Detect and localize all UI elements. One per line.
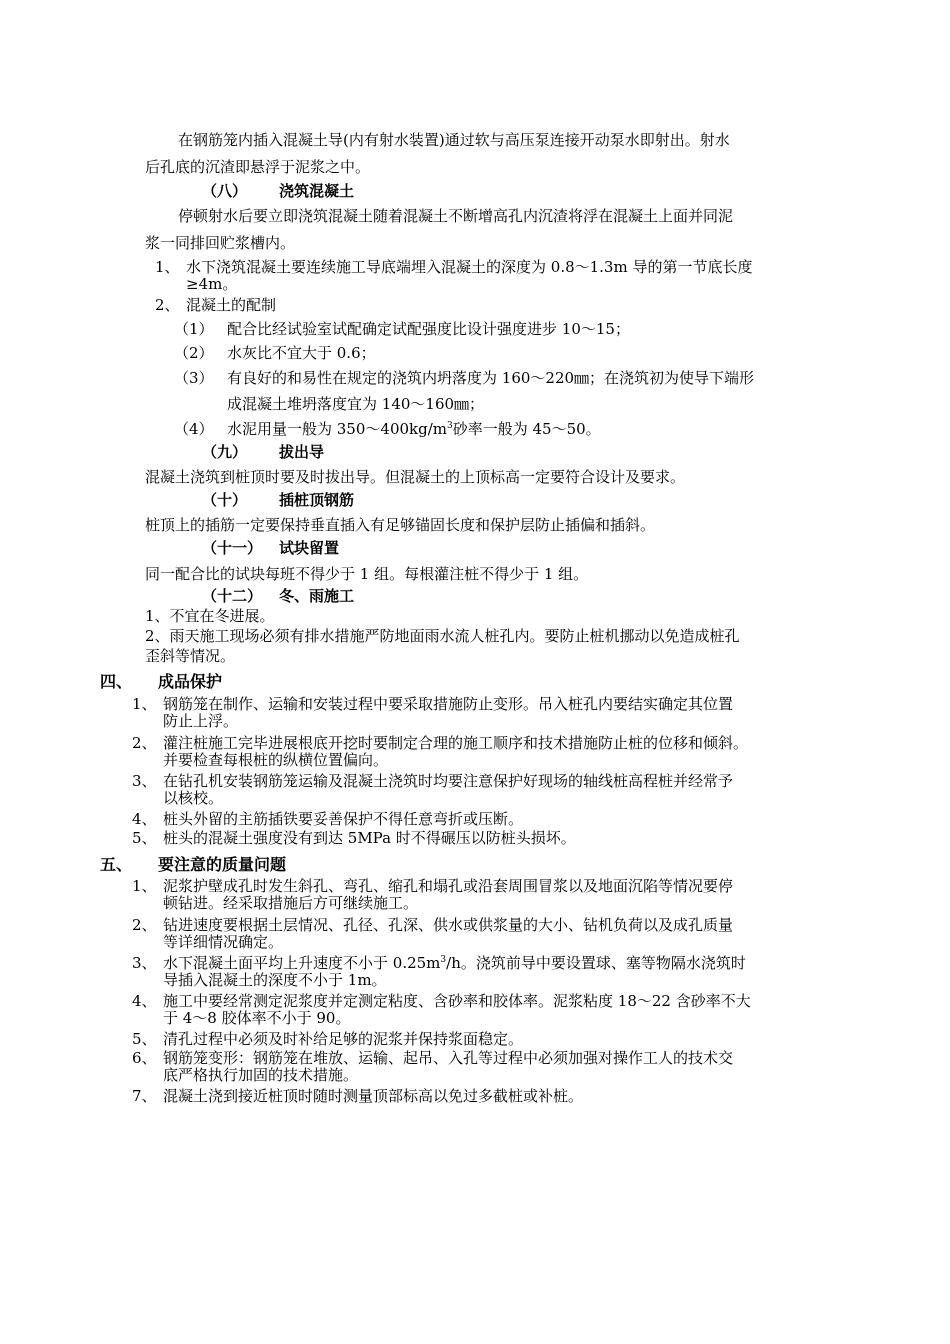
list-item: 泥浆护壁成孔时发生斜孔、弯孔、缩孔和塌孔或沿套周围冒浆以及地面沉陷等情况要停 xyxy=(163,877,734,895)
list-item: 导插入混凝土的深度不小于 1m。 xyxy=(163,971,387,989)
paragraph-line: 在钢筋笼内插入混凝土导(内有射水装置)通过软与高压泵连接开动泵水即射出。射水 xyxy=(178,131,730,149)
chapter-title: 要注意的质量问题 xyxy=(158,855,287,874)
section-number: （九） xyxy=(202,443,248,461)
list-item: 钻进速度要根据土层情况、孔径、孔深、供水或供浆量的大小、钻机负荷以及成孔质量 xyxy=(163,916,734,934)
sublist-number: （2） xyxy=(174,344,214,362)
sublist-item: 水灰比不宜大于 0.6； xyxy=(227,344,376,362)
list-number: 7、 xyxy=(132,1087,157,1105)
list-item: ≥4m。 xyxy=(186,275,238,293)
list-item: 桩头的混凝土强度没有到达 5MPa 时不得碾压以防桩头损坏。 xyxy=(163,829,576,847)
list-item: 施工中要经常测定泥浆度并定测定粘度、含砂率和胶体率。泥浆粘度 18～22 含砂率不大 xyxy=(163,992,751,1010)
list-number: 4、 xyxy=(132,992,157,1010)
list-item: 顿钻进。经采取措施后方可继续施工。 xyxy=(163,894,419,912)
paragraph-line: 后孔底的沉渣即悬浮于泥浆之中。 xyxy=(145,158,371,176)
sublist-item: 成混凝土堆坍落度宜为 140～160㎜； xyxy=(227,395,485,413)
sublist-item: 配合比经试验室试配确定试配强度比设计强度进步 10～15； xyxy=(227,320,630,338)
list-number: 2、 xyxy=(132,916,157,934)
list-number: 2、 xyxy=(155,296,180,314)
list-item: 防止上浮。 xyxy=(163,712,239,730)
chapter-number: 四、 xyxy=(100,672,133,691)
paragraph-line: 1、不宜在冬进展。 xyxy=(145,607,275,625)
paragraph-line: 桩顶上的插筋一定要保持垂直插入有足够锚固长度和保护层防止插偏和插斜。 xyxy=(145,516,656,534)
list-item: 在钻孔机安装钢筋笼运输及混凝土浇筑时均要注意保护好现场的轴线桩高程桩并经常予 xyxy=(163,772,734,790)
sublist-item: 有良好的和易性在规定的浇筑内坍落度为 160～220㎜；在浇筑初为使导下端形 xyxy=(227,369,755,387)
list-number: 5、 xyxy=(132,829,157,847)
list-item: 灌注桩施工完毕进展根底开挖时要制定合理的施工顺序和技术措施防止桩的位移和倾斜。 xyxy=(163,734,749,752)
list-item: 钢筋笼在制作、运输和安装过程中要采取措施防止变形。吊入桩孔内要结实确定其位置 xyxy=(163,695,734,713)
list-item: 混凝土的配制 xyxy=(186,296,277,314)
chapter-number: 五、 xyxy=(100,855,133,874)
list-item: 水下浇筑混凝土要连续施工导底端埋入混凝土的深度为 0.8～1.3m 导的第一节底长度 xyxy=(186,258,753,276)
list-item: 清孔过程中必须及时补给足够的泥浆并保持浆面稳定。 xyxy=(163,1030,524,1048)
sublist-number: （1） xyxy=(174,320,214,338)
section-title: 冬、雨施工 xyxy=(279,587,355,605)
section-title: 试块留置 xyxy=(279,539,340,557)
list-number: 1、 xyxy=(155,258,180,276)
list-number: 3、 xyxy=(132,772,157,790)
list-item: 于 4～8 胶体率不小于 90。 xyxy=(163,1009,351,1027)
list-number: 6、 xyxy=(132,1049,157,1067)
list-number: 3、 xyxy=(132,954,157,972)
paragraph-line: 2、雨天施工现场必须有排水措施严防地面雨水流人桩孔内。要防止桩机挪动以免造成桩孔 xyxy=(145,627,740,645)
list-item: 水下混凝土面平均上升速度不小于 $0.25m^3/h$。浇筑前导中要设置球、塞等物隔水浇筑时 xyxy=(163,954,746,972)
list-item: 以核校。 xyxy=(163,789,224,807)
section-title: 浇筑混凝土 xyxy=(279,182,355,200)
paragraph-line: 混凝土浇筑到桩顶时要及时拔出导。但混凝土的上顶标高一定要符合设计及要求。 xyxy=(145,468,686,486)
sublist-item: 水泥用量一般为 $350\sim 400kg/m^3$砂率一般为 45～50。 xyxy=(227,420,601,438)
list-item: 桩头外留的主筋插铁要妥善保护不得任意弯折或压断。 xyxy=(163,810,524,828)
list-number: 2、 xyxy=(132,734,157,752)
paragraph-line: 歪斜等情况。 xyxy=(145,647,236,665)
list-number: 5、 xyxy=(132,1030,157,1048)
section-number: （十一） xyxy=(202,539,263,557)
sublist-number: （4） xyxy=(174,420,214,438)
section-title: 拔出导 xyxy=(279,443,325,461)
section-number: （十） xyxy=(202,491,248,509)
list-item: 并要检查每根桩的纵横位置偏向。 xyxy=(163,751,389,769)
list-number: 4、 xyxy=(132,810,157,828)
list-number: 1、 xyxy=(132,695,157,713)
paragraph-line: 浆一同排回贮浆槽内。 xyxy=(145,234,296,252)
list-item: 钢筋笼变形：钢筋笼在堆放、运输、起吊、入孔等过程中必须加强对操作工人的技术交 xyxy=(163,1049,734,1067)
sublist-number: （3） xyxy=(174,369,214,387)
list-item: 等详细情况确定。 xyxy=(163,933,284,951)
list-number: 1、 xyxy=(132,877,157,895)
section-number: （十二） xyxy=(202,587,263,605)
chapter-title: 成品保护 xyxy=(158,672,223,691)
list-item: 混凝土浇到接近桩顶时随时测量顶部标高以免过多截桩或补桩。 xyxy=(163,1087,584,1105)
paragraph-line: 停顿射水后要立即浇筑混凝土随着混凝土不断增高孔内沉渣将浮在混凝土上面并同泥 xyxy=(178,207,734,225)
section-title: 插桩顶钢筋 xyxy=(279,491,355,509)
section-number: （八） xyxy=(202,182,248,200)
list-item: 底严格执行加固的技术措施。 xyxy=(163,1066,359,1084)
paragraph-line: 同一配合比的试块每班不得少于 1 组。每根灌注桩不得少于 1 组。 xyxy=(145,565,589,583)
